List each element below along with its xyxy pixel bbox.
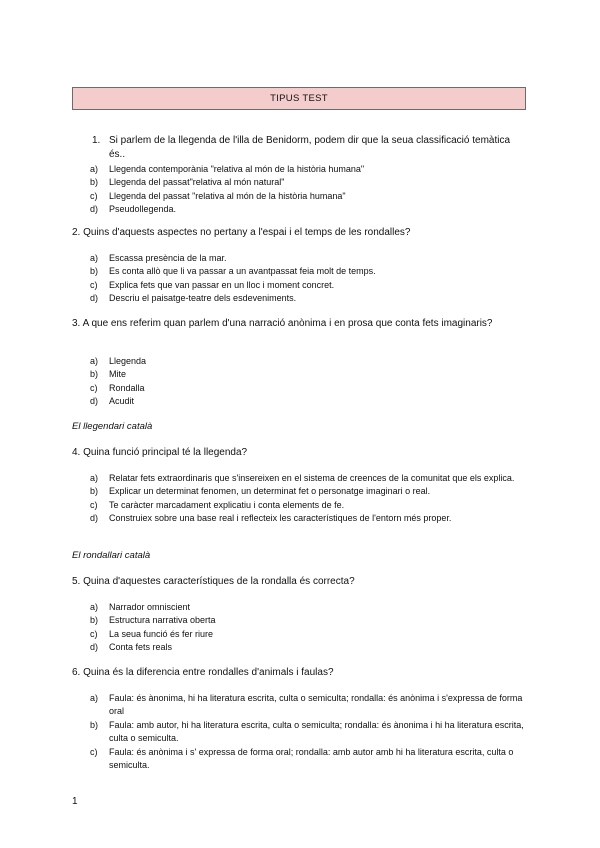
question-1-text: Si parlem de la llegenda de l'illa de Benidorm, podem dir que la seua classificació temàtica és.. (109, 135, 511, 160)
option-text: Relatar fets extraordinaris que s'insereixen en el sistema de creences de la comunitat que els explica. (109, 473, 515, 483)
answer-option (72, 292, 527, 305)
answer-option (72, 368, 527, 381)
answer-option (72, 512, 527, 525)
option-text: Faula: amb autor, hi ha literatura escrita, culta o semiculta; rondalla: és ànonima i hi ha literatura escrita, culta o semiculta. (109, 719, 524, 744)
answer-option (72, 265, 527, 278)
option-text: Acudit (109, 396, 135, 407)
answer-option (72, 485, 527, 498)
answer-option (72, 382, 527, 395)
answer-option (72, 628, 527, 641)
answer-option (72, 601, 527, 614)
option-text: Faula: és ànonima, hi ha literatura escrita, culta o semiculta; rondalla: és anònima i s'expressa de forma oral (109, 693, 523, 717)
option-text: Construiex sobre una base real i reflecteix les característiques de l'entorn més proper. (109, 513, 452, 524)
answer-option (72, 355, 527, 368)
option-marker: a) (90, 356, 99, 366)
option-text: Llegenda (109, 356, 147, 366)
option-marker: a) (90, 164, 99, 174)
option-marker: d) (90, 396, 99, 407)
question-3-options (72, 355, 527, 409)
option-marker: c) (90, 382, 98, 393)
option-text: Escassa presència de la mar. (109, 253, 227, 263)
option-marker: a) (90, 693, 99, 703)
section-header-box: TIPUS TEST (72, 87, 526, 110)
question-1-number: 1. (92, 135, 101, 146)
answer-option (72, 203, 527, 216)
option-marker: c) (90, 628, 98, 639)
question-1 (92, 134, 512, 162)
option-marker: a) (90, 253, 99, 263)
page-number: 1 (72, 796, 78, 807)
answer-option (72, 641, 527, 654)
option-text: Llegenda del passat"relativa al món natural" (109, 177, 285, 188)
answer-option (72, 395, 527, 408)
option-text: Estructura narrativa oberta (109, 615, 216, 626)
option-text: Llegenda contemporània "relativa al món de la història humana" (109, 164, 365, 174)
answer-option (72, 176, 527, 189)
option-marker: b) (90, 719, 99, 730)
question-1-options (72, 163, 527, 217)
answer-option (72, 252, 527, 265)
option-marker: d) (90, 642, 99, 653)
option-text: Es conta allò que li va passar a un avantpassat feia molt de temps. (109, 266, 376, 277)
option-text: Narrador omniscient (109, 602, 191, 612)
question-6-options (72, 692, 527, 772)
answer-option (72, 614, 527, 627)
answer-option (72, 472, 527, 485)
option-marker: c) (90, 190, 98, 201)
question-2-text: 2. Quins d'aquests aspectes no pertany a l'espai i el temps de les rondalles? (72, 227, 411, 238)
section-title-rondallari: El rondallari català (72, 550, 151, 561)
option-marker: c) (90, 279, 98, 290)
option-marker: b) (90, 266, 99, 277)
answer-option (72, 163, 527, 176)
option-marker: d) (90, 513, 99, 524)
option-text: Pseudollegenda. (109, 204, 177, 215)
option-marker: a) (90, 473, 99, 483)
option-marker: b) (90, 486, 99, 497)
answer-option (72, 279, 527, 292)
question-4-text: 4. Quina funció principal té la llegenda? (72, 447, 248, 458)
answer-option (72, 190, 527, 203)
question-2-options (72, 252, 527, 306)
option-marker: b) (90, 369, 99, 380)
option-text: Descriu el paisatge-teatre dels esdeveniments. (109, 293, 297, 304)
section-title-llegendari: El llegendari català (72, 421, 153, 432)
option-text: Faula: és anònima i s' expressa de forma oral; rondalla: amb autor amb hi ha literatura escrita, culta o semiculta. (109, 746, 514, 771)
option-text: Llegenda del passat "relativa al món de la història humana" (109, 190, 346, 201)
option-marker: c) (90, 746, 98, 757)
answer-option (72, 746, 527, 773)
option-marker: d) (90, 293, 99, 304)
question-6-text: 6. Quina és la diferencia entre rondalles d'animals i faulas? (72, 667, 334, 678)
answer-option (72, 719, 527, 746)
question-3-text: 3. A que ens referim quan parlem d'una narració anònima i en prosa que conta fets imaginaris? (72, 318, 493, 329)
option-text: Explica fets que van passar en un lloc i moment concret. (109, 279, 335, 290)
option-text: Rondalla (109, 382, 145, 393)
question-5-options (72, 601, 527, 655)
question-5-text: 5. Quina d'aquestes característiques de la rondalla és correcta? (72, 576, 355, 587)
option-text: Explicar un determinat fenomen, un determinat fet o personatge imaginari o real. (109, 486, 431, 497)
option-marker: d) (90, 204, 99, 215)
option-marker: a) (90, 602, 99, 612)
option-marker: c) (90, 499, 98, 510)
option-marker: b) (90, 177, 99, 188)
option-text: Conta fets reals (109, 642, 173, 653)
option-text: La seua funció és fer riure (109, 628, 214, 639)
answer-option (72, 499, 527, 512)
option-text: Te caràcter marcadament explicatiu i conta elements de fe. (109, 499, 345, 510)
option-marker: b) (90, 615, 99, 626)
question-4-options (72, 472, 527, 526)
option-text: Mite (109, 369, 127, 380)
answer-option (72, 692, 527, 719)
